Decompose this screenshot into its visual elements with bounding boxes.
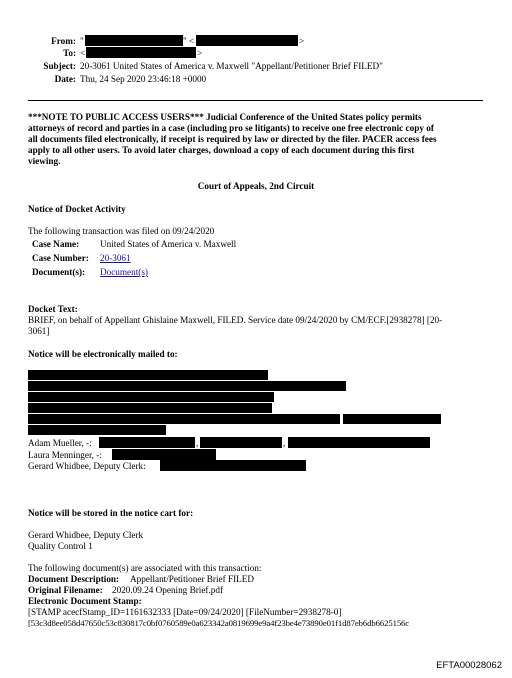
docket-activity-heading: Notice of Docket Activity (28, 204, 126, 214)
original-filename-value: 2020.09.24 Opening Brief.pdf (112, 585, 223, 595)
stamp-line: [53c3d8ee058d47650c53c830817c0bf0760589e0a623342a0819699e9a4f23be4e73890e01f1d87eb6db6625156c (28, 618, 410, 628)
from-label: From: (51, 36, 76, 46)
date-label: Date: (54, 74, 76, 84)
redaction-block (28, 370, 268, 380)
redaction-block (28, 392, 274, 402)
to-label: To: (63, 48, 76, 58)
documents-label: Document(s): (32, 267, 86, 277)
subject-label: Subject: (43, 61, 76, 71)
redaction-block (28, 414, 340, 424)
case-number-label: Case Number: (32, 253, 89, 263)
cart-line: Gerard Whidbee, Deputy Clerk (28, 530, 144, 540)
document-description-value: Appellant/Petitioner Brief FILED (130, 574, 255, 584)
original-filename-label: Original Filename: (28, 585, 103, 595)
redaction-block (28, 381, 346, 391)
notice-line: all documents filed electronically, if receipt is required by law or directed by the filer. PACER access fees (28, 134, 437, 144)
cart-heading: Notice will be stored in the notice cart for: (28, 508, 194, 518)
redaction-block (343, 414, 441, 424)
transaction-line: The following transaction was filed on 09/24/2020 (28, 226, 215, 236)
redaction-block (160, 460, 306, 471)
stamp-label: Electronic Document Stamp: (28, 596, 142, 606)
redaction-block (200, 437, 282, 448)
court-title: Court of Appeals, 2nd Circuit (197, 181, 315, 191)
from-mid: " < (183, 36, 195, 46)
cart-line: Quality Control 1 (28, 541, 93, 551)
redaction-block (112, 449, 216, 460)
redaction-block (288, 437, 430, 448)
to-open: < (80, 48, 86, 58)
from-quote-open: " (80, 36, 84, 46)
recipient-name: Gerard Whidbee, Deputy Clerk: (28, 461, 146, 471)
header-divider (28, 100, 483, 101)
docket-text-line: 3061] (28, 326, 50, 336)
docket-text-label: Docket Text: (28, 304, 78, 314)
redaction-block (28, 425, 166, 435)
redaction-block (86, 47, 196, 58)
documents-assoc-line: The following document(s) are associated with this transaction: (28, 563, 262, 573)
date-value: Thu, 24 Sep 2020 23:46:18 +0000 (80, 74, 207, 84)
documents-link[interactable]: Document(s) (100, 267, 148, 277)
recipient-separator: , (196, 438, 199, 448)
recipient-separator: , (283, 438, 286, 448)
notice-line: attorneys of record and parties in a case (including pro se litigants) to receive one free electronic copy of (28, 123, 434, 133)
redaction-block (99, 437, 195, 448)
notice-line: ***NOTE TO PUBLIC ACCESS USERS*** Judicial Conference of the United States policy permits (28, 112, 422, 122)
notice-line: apply to all other users. To avoid later charges, download a copy of each document during this first (28, 145, 415, 155)
redaction-block (85, 35, 183, 46)
case-name-label: Case Name: (32, 239, 80, 249)
redaction-block (28, 403, 272, 413)
notice-line: viewing. (28, 156, 61, 166)
redaction-block (196, 35, 298, 46)
from-close: > (299, 36, 305, 46)
document-id-footer: EFTA00028062 (436, 660, 502, 671)
recipient-name: Adam Mueller, -: (28, 438, 92, 448)
case-name-value: United States of America v. Maxwell (100, 239, 237, 249)
docket-text-line: BRIEF, on behalf of Appellant Ghislaine Maxwell, FILED. Service date 09/24/2020 by CM/ECF.[2938278] [20- (28, 315, 443, 325)
document-description-label: Document Description: (28, 574, 120, 584)
subject-value: 20-3061 United States of America v. Maxwell "Appellant/Petitioner Brief FILED" (80, 61, 383, 71)
to-close: > (197, 48, 203, 58)
case-number-link[interactable]: 20-3061 (100, 253, 131, 263)
mailed-heading: Notice will be electronically mailed to: (28, 349, 178, 359)
recipient-name: Laura Menninger, -: (28, 450, 102, 460)
stamp-line: [STAMP acecfStamp_ID=1161632333 [Date=09/24/2020] [FileNumber=2938278-0] (28, 607, 342, 617)
